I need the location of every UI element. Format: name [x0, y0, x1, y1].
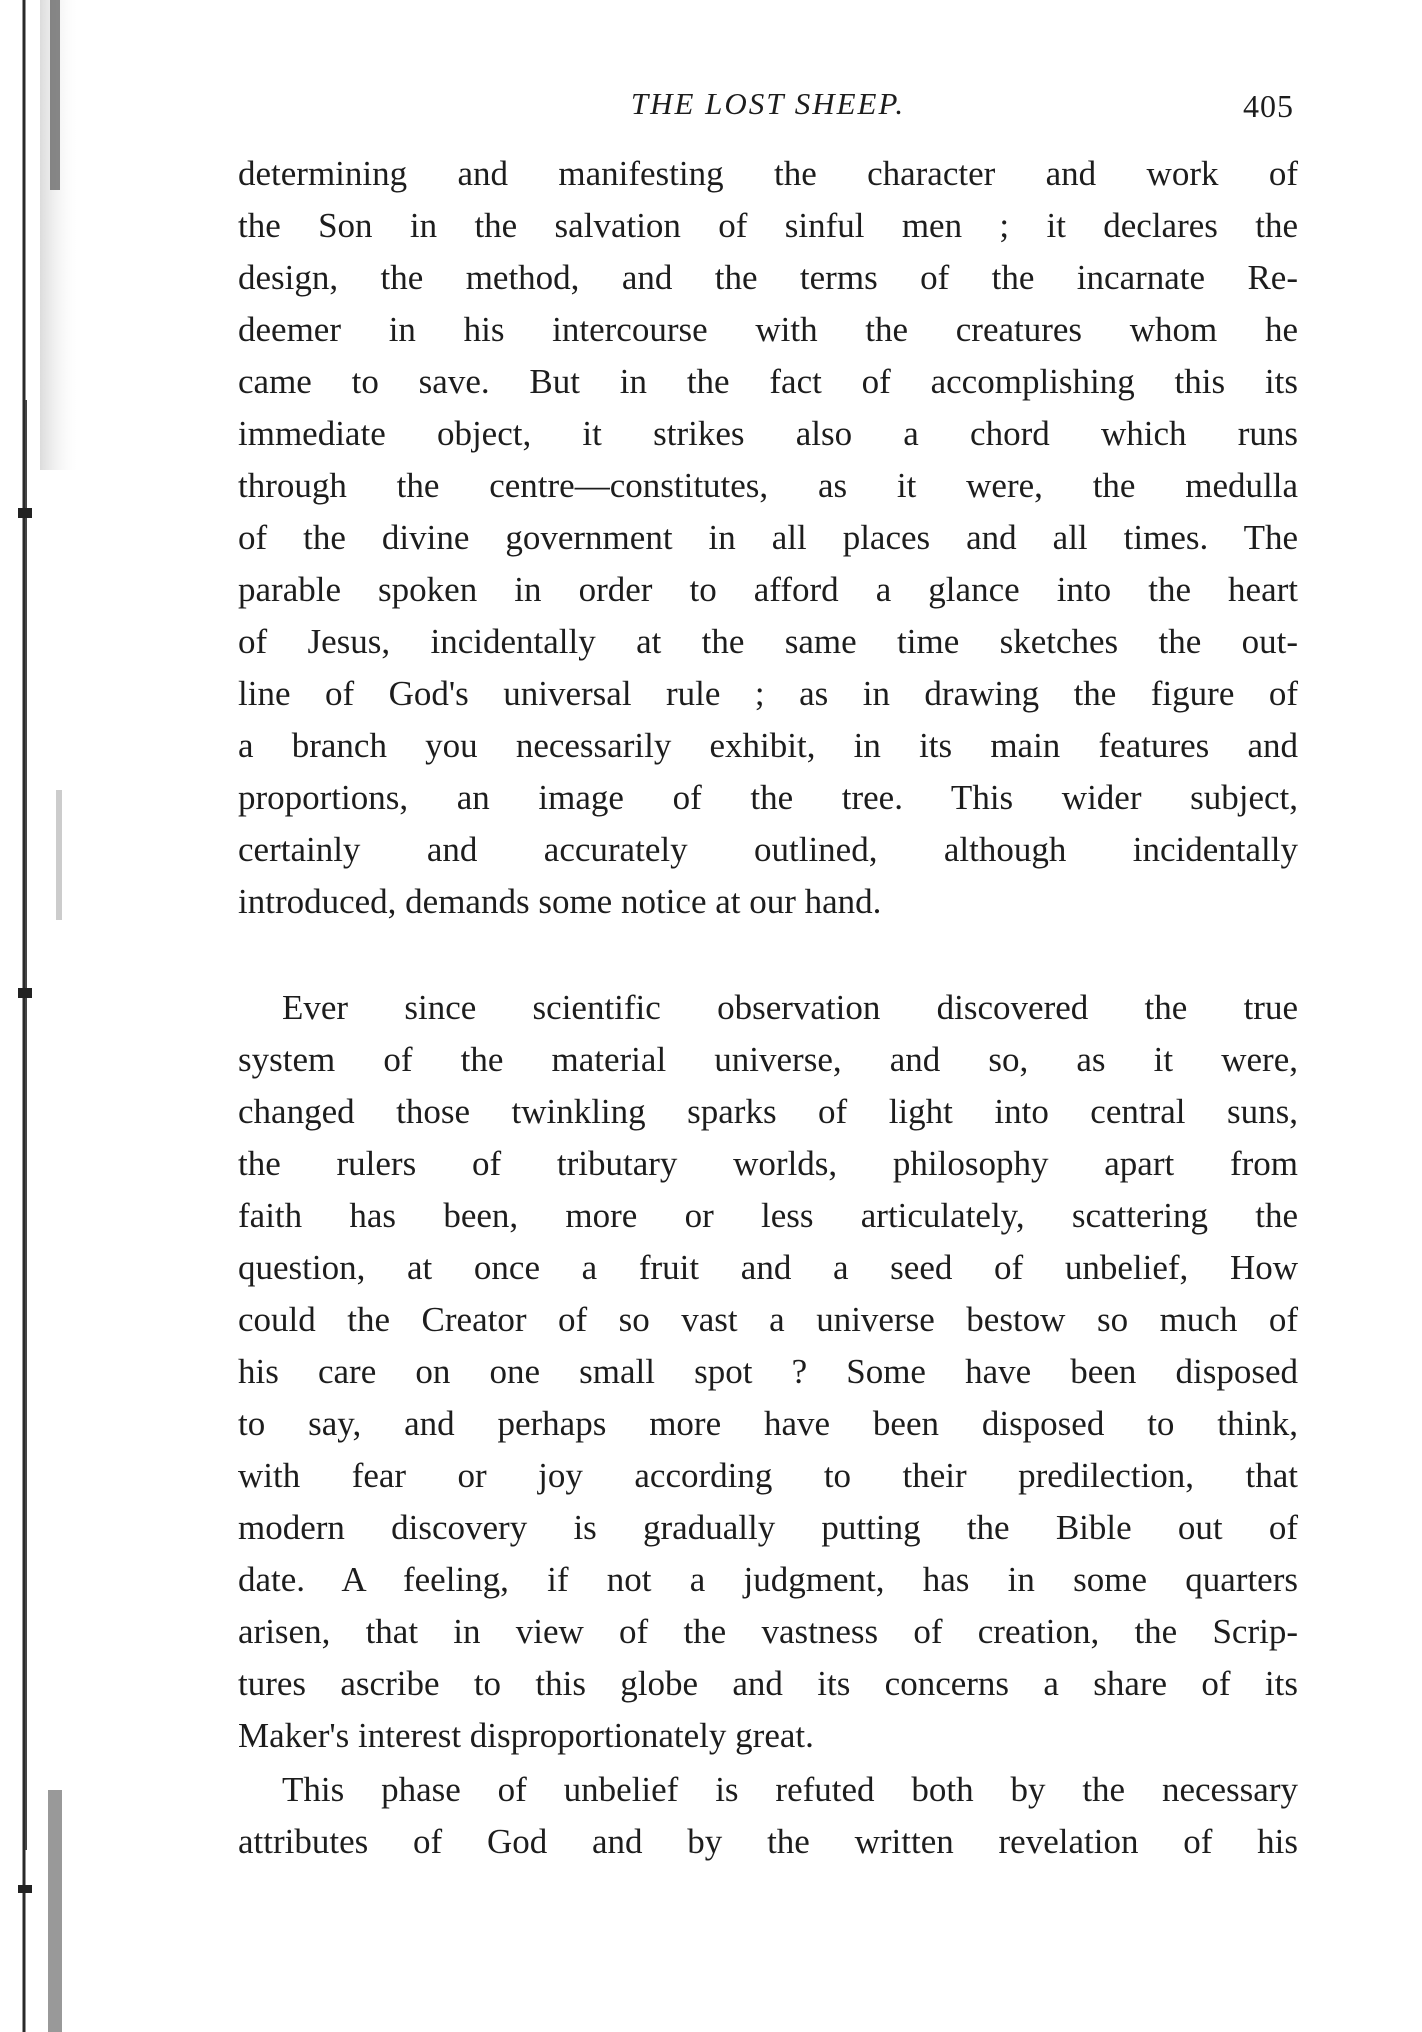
text-line: faith has been, more or less articulately, scattering the	[238, 1196, 1298, 1235]
text-line: Maker's interest disproportionately great.	[238, 1716, 814, 1755]
text-line: a branch you necessarily exhibit, in its main features and	[238, 726, 1298, 765]
binding-shadow	[0, 0, 120, 2032]
text-line: to say, and perhaps more have been disposed to think,	[238, 1404, 1298, 1443]
text-line: design, the method, and the terms of the incarnate Re-	[238, 258, 1298, 297]
paragraph-1	[238, 148, 1298, 928]
text-line: came to save. But in the fact of accomplishing this its	[238, 362, 1298, 401]
running-title: THE LOST SHEEP.	[630, 86, 906, 121]
book-page	[238, 78, 1298, 1868]
text-line: certainly and accurately outlined, although incidentally	[238, 830, 1298, 869]
paragraph-3	[238, 1764, 1298, 1868]
text-line: changed those twinkling sparks of light into central suns,	[238, 1092, 1298, 1131]
text-line: immediate object, it strikes also a chord which runs	[238, 414, 1298, 453]
text-line: proportions, an image of the tree. This wider subject,	[238, 778, 1298, 817]
text-line: the rulers of tributary worlds, philosophy apart from	[238, 1144, 1298, 1183]
page-number: 405	[1243, 88, 1294, 124]
paragraph-2	[238, 982, 1298, 1762]
text-line: through the centre—constitutes, as it were, the medulla	[238, 466, 1298, 505]
text-line: of the divine government in all places and all times. The	[238, 518, 1298, 557]
text-line: question, at once a fruit and a seed of unbelief, How	[238, 1248, 1298, 1287]
text-line: line of God's universal rule ; as in drawing the figure of	[238, 674, 1298, 713]
text-line: with fear or joy according to their predilection, that	[238, 1456, 1298, 1495]
text-line: This phase of unbelief is refuted both by the necessary	[282, 1770, 1298, 1809]
text-line: tures ascribe to this globe and its concerns a share of its	[238, 1664, 1298, 1703]
text-line: introduced, demands some notice at our hand.	[238, 882, 882, 921]
body-text	[238, 148, 1298, 1868]
running-head	[238, 78, 1298, 148]
text-line: his care on one small spot ? Some have been disposed	[238, 1352, 1298, 1391]
text-line: the Son in the salvation of sinful men ; it declares the	[238, 206, 1298, 245]
paragraph-spacer	[238, 928, 1298, 982]
text-line: system of the material universe, and so, as it were,	[238, 1040, 1298, 1079]
text-line: deemer in his intercourse with the creatures whom he	[238, 310, 1298, 349]
text-line: parable spoken in order to afford a glance into the heart	[238, 570, 1298, 609]
text-line: attributes of God and by the written revelation of his	[238, 1822, 1298, 1861]
text-line: modern discovery is gradually putting the Bible out of	[238, 1508, 1298, 1547]
text-line: date. A feeling, if not a judgment, has in some quarters	[238, 1560, 1298, 1599]
text-line: arisen, that in view of the vastness of creation, the Scrip-	[238, 1612, 1298, 1651]
text-line: Ever since scientific observation discovered the true	[282, 988, 1298, 1027]
text-line: of Jesus, incidentally at the same time sketches the out-	[238, 622, 1298, 661]
text-line: determining and manifesting the character and work of	[238, 154, 1298, 193]
text-line: could the Creator of so vast a universe bestow so much of	[238, 1300, 1298, 1339]
